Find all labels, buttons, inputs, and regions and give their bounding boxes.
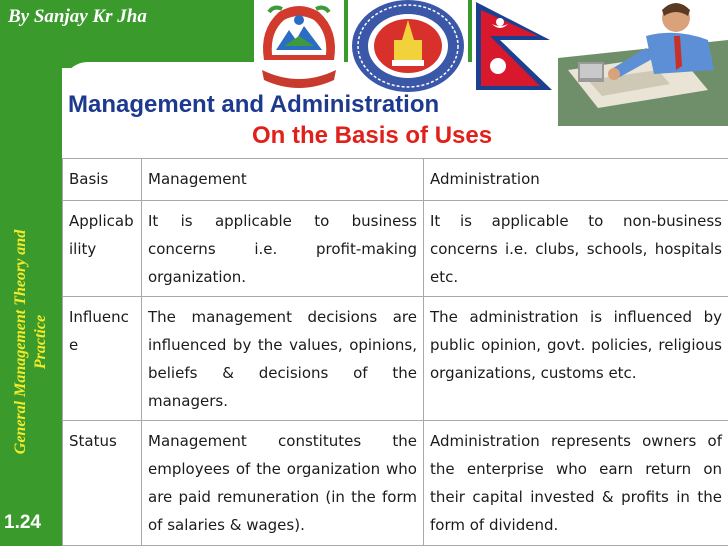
nepal-flag-icon [472, 0, 558, 96]
table-row [63, 200, 728, 296]
row-basis-cell: Status [63, 421, 142, 546]
row-management-cell: Management constitutes the employees of the organization who are paid remuneration (in the form of salaries & wages). [142, 421, 424, 546]
row-management-cell: The management decisions are influenced by the values, opinions, beliefs & decisions of the managers. [142, 296, 424, 421]
column-header-basis: Basis [63, 159, 142, 201]
side-title-line1: General Management Theory and [12, 229, 29, 455]
nepal-emblem-icon [254, 0, 344, 92]
table-row [63, 421, 728, 546]
side-title-line2: Practice [32, 314, 49, 370]
column-header-management: Management [142, 159, 424, 201]
row-basis-cell: Influence [63, 296, 142, 421]
author-label: By Sanjay Kr Jha [8, 6, 147, 27]
page-subtitle: On the Basis of Uses [252, 122, 493, 149]
row-administration-cell: The administration is influenced by public opinion, govt. policies, religious organizations, customs etc. [424, 296, 728, 421]
comparison-table [62, 158, 728, 546]
side-title [2, 182, 60, 502]
row-management-cell: It is applicable to business concerns i.e. profit-making organization. [142, 200, 424, 296]
page-title: Management and Administration [68, 91, 440, 118]
row-basis-cell: Applicability [63, 200, 142, 296]
table-row [63, 296, 728, 421]
table-header-row [63, 159, 728, 201]
column-header-administration: Administration [424, 159, 728, 201]
slide-number: 1.24 [4, 512, 41, 533]
office-worker-clipart-icon [558, 0, 728, 126]
academy-seal-icon [348, 0, 468, 96]
row-administration-cell: It is applicable to non-business concerns i.e. clubs, schools, hospitals etc. [424, 200, 728, 296]
row-administration-cell: Administration represents owners of the enterprise who earn return on their capital invested & profits in the form of dividend. [424, 421, 728, 546]
